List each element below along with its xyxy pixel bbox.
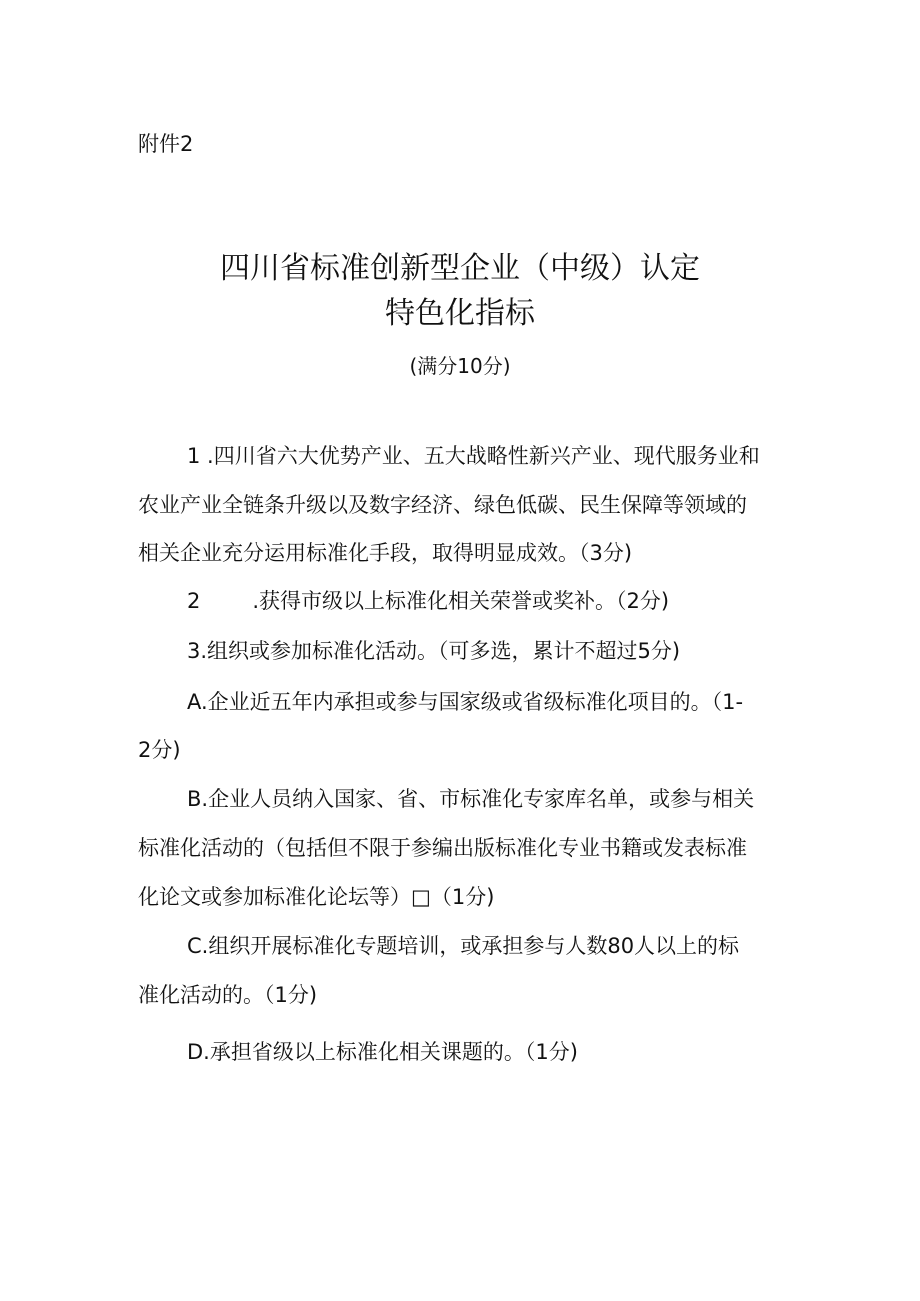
sub-item-a-line-2: 2分): [138, 738, 181, 762]
document-title-line-2: 特色化指标: [385, 296, 535, 331]
attachment-label: 附件2: [138, 132, 194, 156]
full-score-note: (满分10分): [409, 354, 511, 378]
sub-item-b-line-3: 化论文或参加标准化论坛等）□（1分): [138, 885, 495, 909]
item-2-text: .获得市级以上标准化相关荣誉或奖补。（2分): [252, 589, 670, 613]
sub-item-a-line-1: A.企业近五年内承担或参与国家级或省级标准化项目的。（1-: [187, 690, 744, 714]
item-1-line-2: 农业产业全链条升级以及数字经济、绿色低碳、民生保障等领域的: [138, 493, 747, 517]
sub-item-c-line-2: 准化活动的。（1分): [138, 983, 318, 1007]
document-title-line-1: 四川省标准创新型企业（中级）认定: [220, 251, 700, 286]
sub-item-b-line-1: B.企业人员纳入国家、省、市标准化专家库名单，或参与相关: [187, 787, 755, 811]
item-3: 3.组织或参加标准化活动。（可多选，累计不超过5分): [187, 639, 681, 663]
item-1-line-3: 相关企业充分运用标准化手段，取得明显成效。（3分): [138, 541, 633, 565]
sub-item-d-line-1: D.承担省级以上标准化相关课题的。（1分): [187, 1040, 578, 1064]
sub-item-b-line-2: 标准化活动的（包括但不限于参编出版标准化专业书籍或发表标准: [138, 836, 747, 860]
item-2-number: 2: [187, 589, 201, 613]
sub-item-c-line-1: C.组织开展标准化专题培训，或承担参与人数80人以上的标: [187, 934, 740, 958]
item-1-line-1: 1 .四川省六大优势产业、五大战略性新兴产业、现代服务业和: [187, 444, 760, 468]
item-2: [187, 586, 669, 616]
